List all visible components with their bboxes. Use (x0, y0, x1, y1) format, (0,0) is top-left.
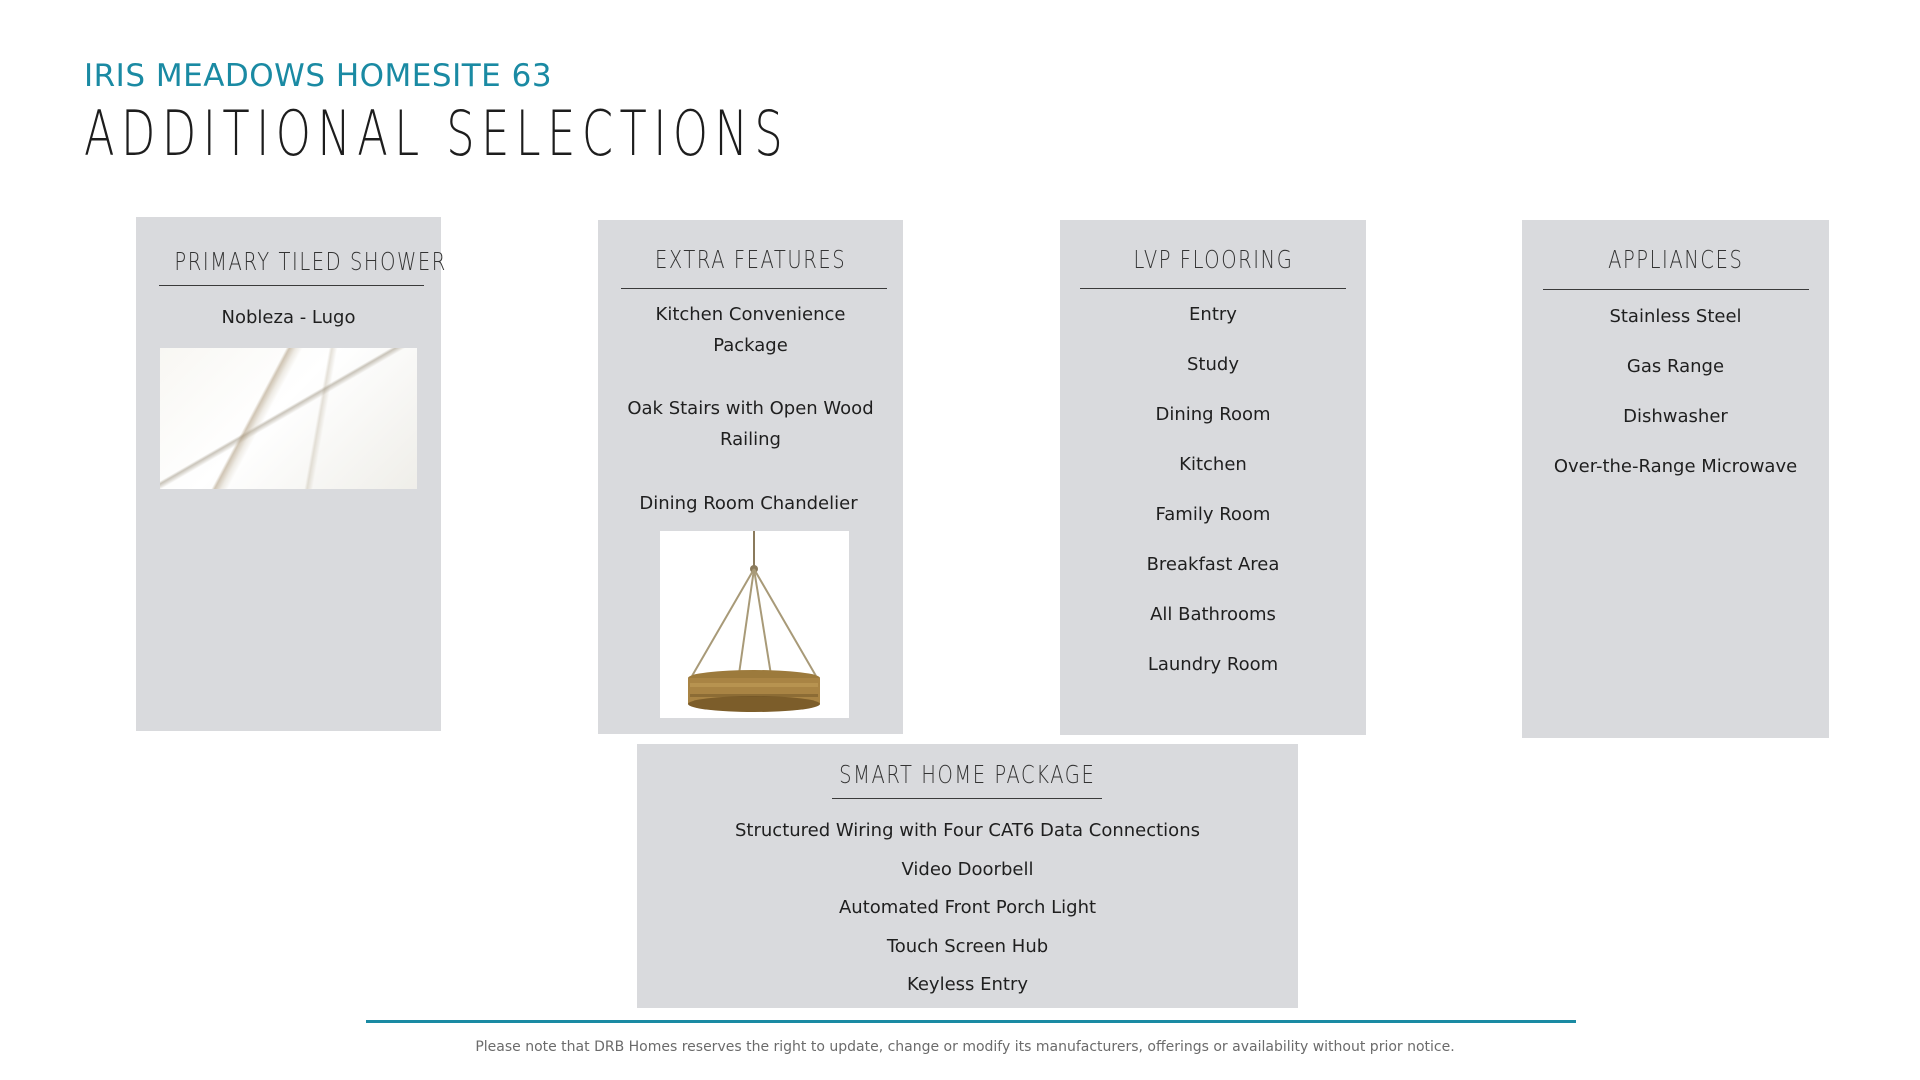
extra-features-item: Package (713, 335, 788, 356)
shower-title-rule (159, 285, 424, 286)
appliance-item: Over-the-Range Microwave (1553, 456, 1798, 477)
footer-divider (366, 1020, 1576, 1023)
chandelier-image (660, 531, 849, 718)
smart-home-item: Touch Screen Hub (886, 936, 1049, 957)
extra-features-panel (598, 220, 903, 734)
flooring-item: Family Room (1155, 504, 1271, 525)
homesite-subtitle: IRIS MEADOWS HOMESITE 63 (84, 58, 553, 94)
shower-panel (136, 217, 447, 731)
appliances-title-rule (1543, 289, 1809, 290)
extra-features-item: Oak Stairs with Open Wood (627, 398, 874, 419)
flooring-item: All Bathrooms (1150, 604, 1276, 625)
page-header (84, 56, 1063, 172)
chandelier-icon (660, 531, 849, 718)
flooring-item: Laundry Room (1147, 654, 1279, 675)
flooring-item: Entry (1189, 304, 1237, 325)
smart-home-item: Structured Wiring with Four CAT6 Data Connections (735, 820, 1200, 841)
extra-features-item: Dining Room Chandelier (639, 493, 858, 514)
smart-home-item: Automated Front Porch Light (838, 897, 1097, 918)
shower-item: Nobleza - Lugo (221, 307, 356, 328)
smart-home-title-rule (832, 798, 1102, 799)
lvp-flooring-panel-title: LVP FLOORING (1133, 245, 1293, 274)
appliance-item: Gas Range (1626, 356, 1725, 377)
footer-disclaimer: Please note that DRB Homes reserves the right to update, change or modify its manufacturers, offerings or availability without prior notice. (475, 1039, 1455, 1055)
flooring-item: Kitchen (1179, 454, 1247, 475)
appliances-panel (1522, 220, 1829, 738)
flooring-item: Breakfast Area (1146, 554, 1280, 575)
flooring-item: Dining Room (1155, 404, 1271, 425)
shower-panel-title: PRIMARY TILED SHOWER (174, 247, 447, 276)
smart-home-panel-title: SMART HOME PACKAGE (839, 760, 1096, 789)
flooring-item: Study (1187, 354, 1239, 375)
appliance-item: Stainless Steel (1609, 306, 1742, 327)
marble-tile-swatch (160, 348, 417, 489)
lvp-flooring-title-rule (1080, 288, 1346, 289)
extra-features-item: Railing (720, 429, 781, 450)
smart-home-item: Video Doorbell (901, 859, 1034, 880)
extra-features-panel-title: EXTRA FEATURES (654, 245, 847, 274)
page-title: ADDITIONAL SELECTIONS (84, 97, 790, 170)
extra-features-item: Kitchen Convenience (655, 304, 846, 325)
lvp-flooring-panel (1060, 220, 1366, 735)
appliances-panel-title: APPLIANCES (1607, 245, 1744, 274)
smart-home-item: Keyless Entry (906, 974, 1029, 995)
extra-features-title-rule (621, 288, 887, 289)
smart-home-panel (637, 744, 1298, 1008)
appliance-item: Dishwasher (1623, 406, 1728, 427)
